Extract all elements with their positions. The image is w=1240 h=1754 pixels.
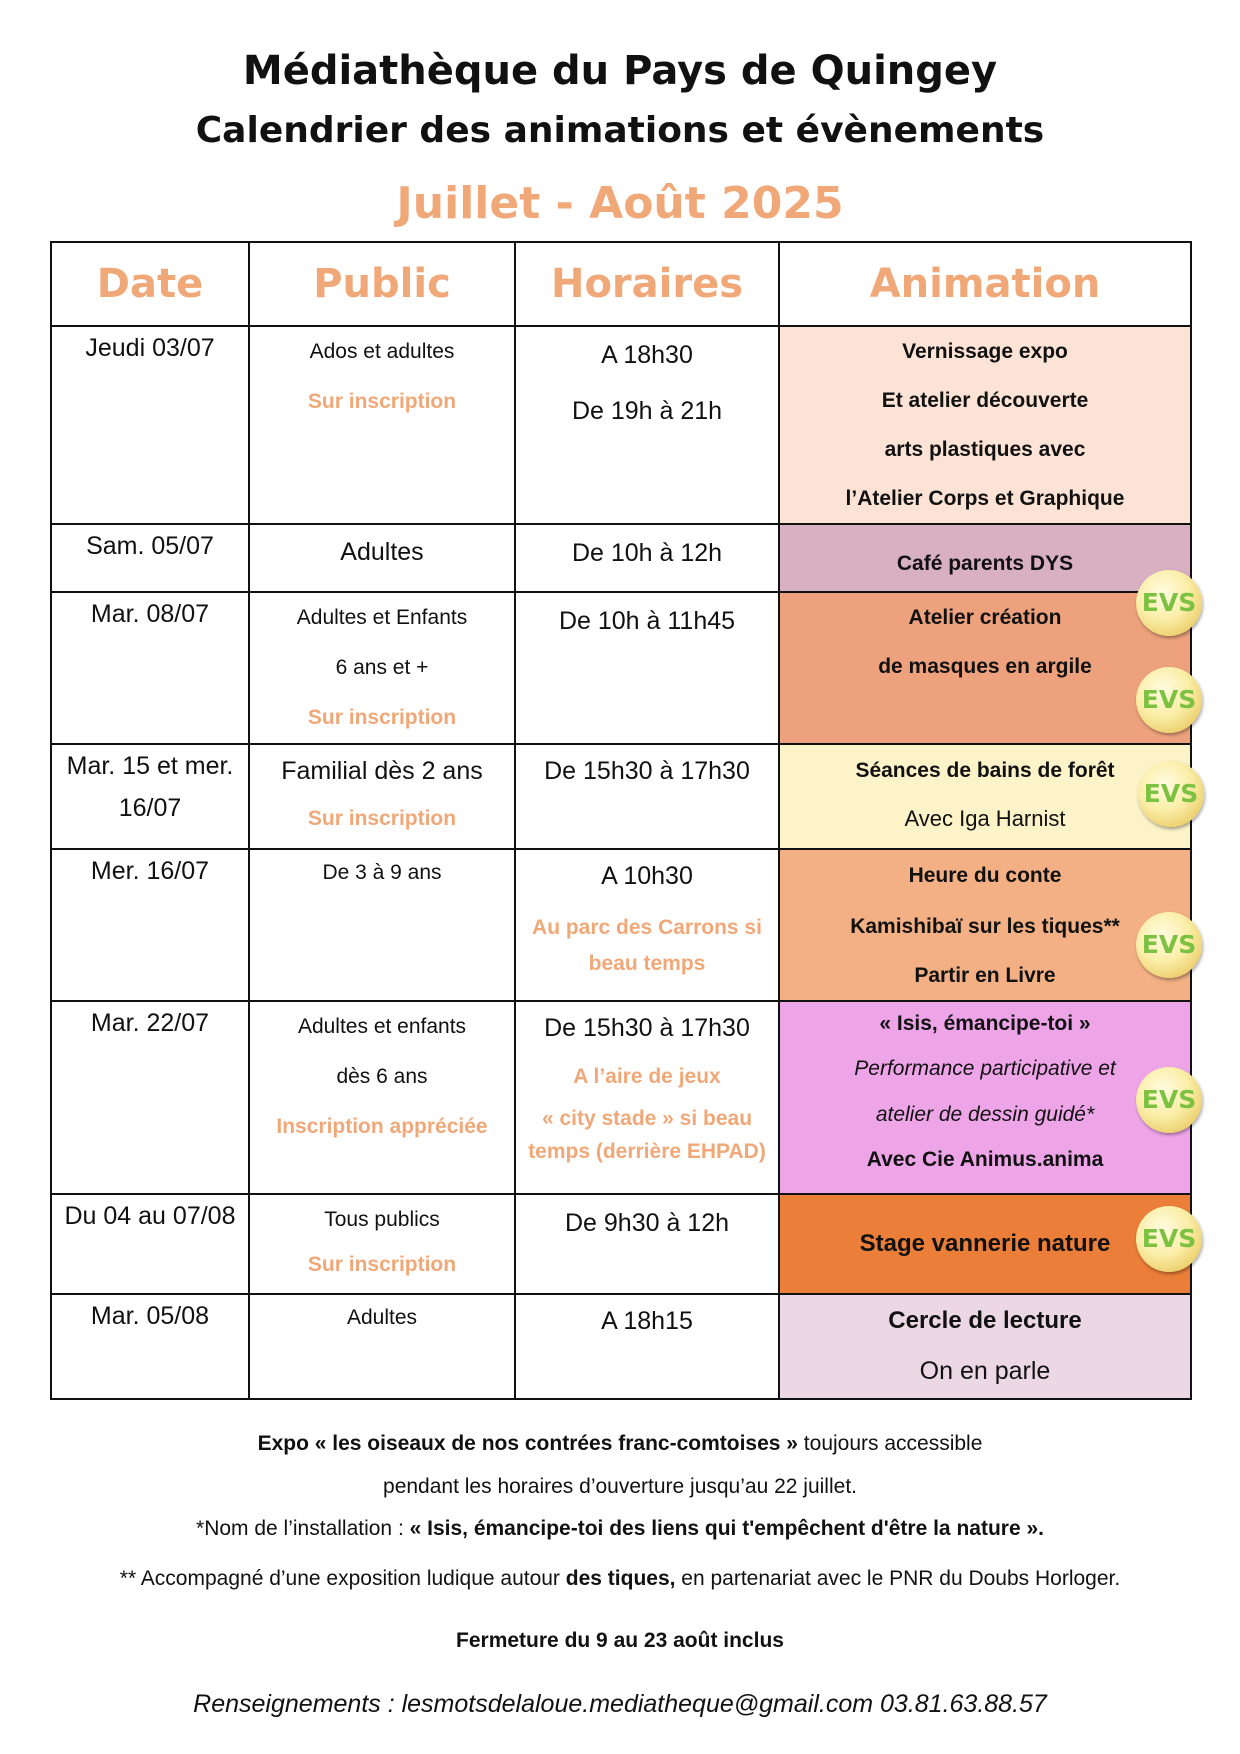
animation-cell xyxy=(779,849,1191,1001)
expo-note xyxy=(0,1432,1240,1456)
public-text: dès 6 ans xyxy=(336,1065,428,1088)
animation-text: Stage vannerie nature xyxy=(859,1230,1111,1257)
public-text: De 3 à 9 ans xyxy=(322,861,442,884)
table-row xyxy=(51,1001,1191,1194)
public-text: Adultes xyxy=(340,538,424,566)
date-text: 16/07 xyxy=(118,794,182,822)
evs-badge-icon: EVS xyxy=(1138,761,1204,827)
date-text: Du 04 au 07/08 xyxy=(64,1202,236,1230)
registration-note: Sur inscription xyxy=(307,706,457,729)
evs-badge-icon: EVS xyxy=(1136,1206,1202,1272)
public-text: Adultes et Enfants xyxy=(296,606,468,629)
time-cell xyxy=(515,326,779,524)
public-cell xyxy=(249,524,515,592)
time-text: De 15h30 à 17h30 xyxy=(544,757,750,785)
date-text: Mar. 05/08 xyxy=(90,1302,210,1330)
evs-badge-icon: EVS xyxy=(1136,667,1202,733)
location-note: temps (derrière EHPAD) xyxy=(528,1140,766,1163)
time-text: De 10h à 12h xyxy=(571,539,723,567)
date-cell xyxy=(51,592,249,744)
expo-title: Expo « les oiseaux de nos contrées franc-comtoises » xyxy=(257,1432,798,1455)
public-text: Adultes et enfants xyxy=(297,1015,467,1038)
table-row xyxy=(51,326,1191,524)
animation-cell xyxy=(779,1001,1191,1194)
date-text: Mar. 08/07 xyxy=(90,600,210,628)
animation-cell xyxy=(779,326,1191,524)
closure-note: Fermeture du 9 au 23 août inclus xyxy=(456,1629,784,1652)
time-cell xyxy=(515,592,779,744)
time-cell xyxy=(515,524,779,592)
time-text: A 18h15 xyxy=(601,1307,693,1335)
animation-cell xyxy=(779,1194,1191,1294)
public-cell xyxy=(249,744,515,849)
time-text: De 19h à 21h xyxy=(571,397,723,425)
expo-rest: toujours accessible xyxy=(797,1432,983,1455)
registration-note: Inscription appréciée xyxy=(276,1115,488,1138)
animation-text: Avec Cie Animus.anima xyxy=(866,1148,1104,1171)
expo-note-line2: pendant les horaires d’ouverture jusqu’au 22 juillet. xyxy=(383,1475,857,1498)
animation-cell xyxy=(779,524,1191,592)
date-text: Jeudi 03/07 xyxy=(85,334,215,362)
animation-text: Performance participative et xyxy=(854,1057,1116,1080)
public-cell xyxy=(249,1194,515,1294)
animation-text: Café parents DYS xyxy=(896,552,1074,575)
period-title: Juillet - Août 2025 xyxy=(396,178,844,229)
calendar-table xyxy=(50,241,1192,1400)
date-cell xyxy=(51,1001,249,1194)
column-header-horaires: Horaires xyxy=(515,242,779,326)
date-text: Mar. 15 et mer. xyxy=(66,752,234,780)
animation-text: Partir en Livre xyxy=(914,964,1056,987)
date-text: Mer. 16/07 xyxy=(90,857,210,885)
table-row xyxy=(51,1294,1191,1399)
animation-text: arts plastiques avec xyxy=(884,438,1086,461)
animation-text: « Isis, émancipe-toi » xyxy=(879,1012,1091,1035)
date-text: Mar. 22/07 xyxy=(90,1009,210,1037)
installation-note xyxy=(0,1517,1240,1541)
animation-text: l’Atelier Corps et Graphique xyxy=(845,487,1125,510)
time-text: De 9h30 à 12h xyxy=(564,1209,730,1237)
contact-info: Renseignements : lesmotsdelaloue.mediatheque@gmail.com 03.81.63.88.57 xyxy=(193,1690,1047,1718)
column-header-public: Public xyxy=(249,242,515,326)
animation-text: Et atelier découverte xyxy=(881,389,1089,412)
expo-tiques-note xyxy=(0,1567,1240,1591)
date-cell xyxy=(51,1294,249,1399)
date-cell xyxy=(51,744,249,849)
tiques-note-prefix: ** Accompagné d’une exposition ludique autour xyxy=(119,1567,566,1590)
evs-badge-icon: EVS xyxy=(1136,1067,1202,1133)
registration-note: Sur inscription xyxy=(307,807,457,830)
time-cell xyxy=(515,1194,779,1294)
animation-cell xyxy=(779,592,1191,744)
time-text: A 10h30 xyxy=(601,862,693,890)
location-note: A l’aire de jeux xyxy=(573,1065,721,1088)
table-row xyxy=(51,1194,1191,1294)
time-text: De 15h30 à 17h30 xyxy=(544,1014,750,1042)
page-title: Médiathèque du Pays de Quingey xyxy=(242,48,998,94)
table-header-row xyxy=(51,242,1191,326)
column-header-date: Date xyxy=(51,242,249,326)
date-cell xyxy=(51,1194,249,1294)
animation-text: Kamishibaï sur les tiques** xyxy=(850,915,1120,938)
public-text: 6 ans et + xyxy=(335,656,429,679)
animation-text: Heure du conte xyxy=(908,864,1062,887)
time-text: De 10h à 11h45 xyxy=(558,607,736,635)
table-row xyxy=(51,592,1191,744)
animation-cell xyxy=(779,744,1191,849)
installation-note-prefix: *Nom de l’installation : xyxy=(196,1517,410,1540)
evs-badge-icon: EVS xyxy=(1136,570,1202,636)
public-text: Ados et adultes xyxy=(309,340,455,363)
registration-note: Sur inscription xyxy=(307,1253,457,1276)
animation-text: de masques en argile xyxy=(878,655,1092,678)
animation-text: Vernissage expo xyxy=(902,340,1068,363)
date-cell xyxy=(51,849,249,1001)
public-text: Familial dès 2 ans xyxy=(281,757,483,785)
animation-text: Séances de bains de forêt xyxy=(855,759,1115,782)
public-cell xyxy=(249,1294,515,1399)
public-cell xyxy=(249,326,515,524)
installation-name: « Isis, émancipe-toi des liens qui t'empêchent d'être la nature ». xyxy=(409,1517,1044,1540)
animation-cell xyxy=(779,1294,1191,1399)
tiques-note-suffix: en partenariat avec le PNR du Doubs Horloger. xyxy=(675,1567,1121,1590)
table-row xyxy=(51,524,1191,592)
page-subtitle: Calendrier des animations et évènements xyxy=(195,110,1045,151)
animation-text: On en parle xyxy=(919,1357,1051,1385)
time-cell xyxy=(515,1001,779,1194)
evs-badge-icon: EVS xyxy=(1136,912,1202,978)
animation-text: atelier de dessin guidé* xyxy=(875,1103,1095,1126)
time-cell xyxy=(515,849,779,1001)
location-note: « city stade » si beau xyxy=(541,1107,753,1130)
date-cell xyxy=(51,326,249,524)
table-row xyxy=(51,744,1191,849)
time-cell xyxy=(515,1294,779,1399)
location-note: beau temps xyxy=(588,952,706,975)
time-text: A 18h30 xyxy=(601,341,693,369)
public-text: Tous publics xyxy=(324,1208,440,1231)
animation-text: Cercle de lecture xyxy=(888,1307,1082,1334)
registration-note: Sur inscription xyxy=(307,390,457,413)
animation-text: Avec Iga Harnist xyxy=(904,806,1066,831)
column-header-animation: Animation xyxy=(779,242,1191,326)
time-cell xyxy=(515,744,779,849)
public-cell xyxy=(249,592,515,744)
date-cell xyxy=(51,524,249,592)
tiques-note-bold: des tiques, xyxy=(565,1567,676,1590)
public-cell xyxy=(249,1001,515,1194)
public-text: Adultes xyxy=(346,1306,418,1329)
location-note: Au parc des Carrons si xyxy=(532,916,762,939)
table-row xyxy=(51,849,1191,1001)
animation-text: Atelier création xyxy=(908,606,1062,629)
public-cell xyxy=(249,849,515,1001)
date-text: Sam. 05/07 xyxy=(86,532,214,560)
